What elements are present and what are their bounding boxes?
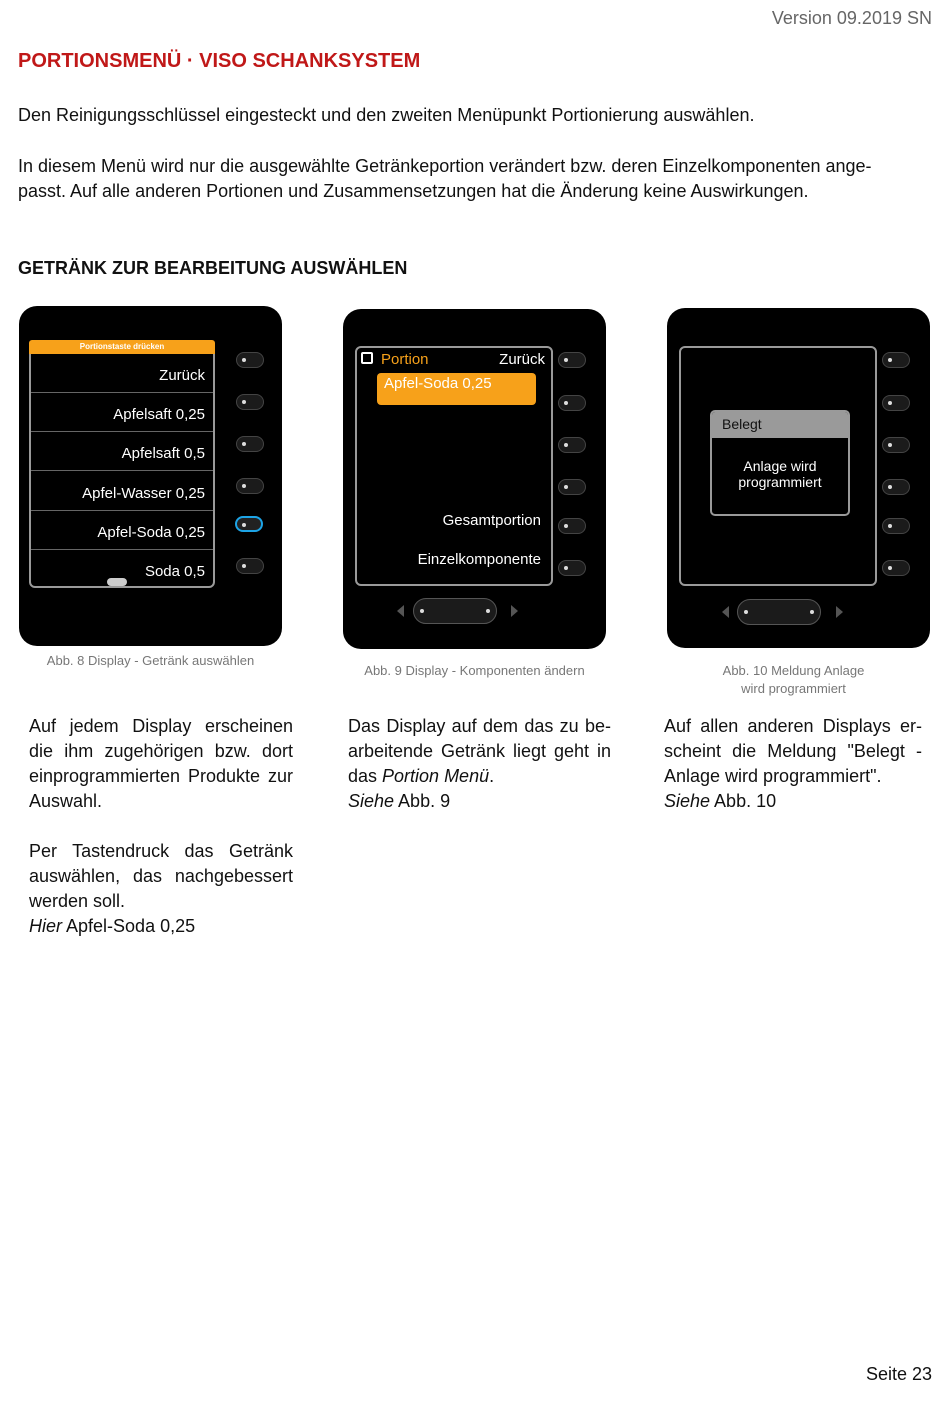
back-label[interactable]: Zurück	[499, 351, 545, 368]
side-button-6[interactable]	[558, 560, 586, 576]
side-button-1[interactable]	[882, 352, 910, 368]
section-heading: GETRÄNK ZUR BEARBEITUNG AUSWÄHLEN	[18, 258, 408, 278]
side-button-3[interactable]	[558, 437, 586, 453]
arrow-left-icon[interactable]	[397, 605, 404, 617]
column-1-paragraph-3: Hier Apfel-Soda 0,25	[29, 916, 196, 936]
column-2-paragraph-1: Das Display auf dem das zu be-arbeitende Getränk liegt geht in das Portion Menü.	[348, 716, 611, 786]
side-button-6[interactable]	[882, 560, 910, 576]
side-button-4[interactable]	[558, 479, 586, 495]
column-3-reference: Siehe Abb. 10	[664, 791, 777, 811]
portion-title: Portion	[381, 351, 429, 368]
portion-button-2[interactable]	[236, 394, 264, 410]
arrow-right-icon[interactable]	[836, 606, 843, 618]
display-2-device	[343, 309, 606, 649]
display-3-screen	[679, 346, 877, 586]
list-item-apfel-soda-025[interactable]: Apfel-Soda 0,25	[31, 511, 213, 550]
side-button-1[interactable]	[558, 352, 586, 368]
list-item-apfel-wasser-025[interactable]: Apfel-Wasser 0,25	[31, 472, 213, 511]
page-title: PORTIONSMENÜ · VISO SCHANKSYSTEM	[18, 50, 421, 72]
list-item-apfelsaft-025[interactable]: Apfelsaft 0,25	[31, 393, 213, 432]
selected-drink-highlight[interactable]	[377, 373, 536, 405]
dialog-message: Anlage wird programmiert	[738, 458, 822, 490]
column-3-paragraph-1: Auf allen anderen Displays er-scheint die Meldung "Belegt - Anlage wird programmiert".	[664, 716, 922, 786]
column-1-paragraph-1: Auf jedem Display erscheinen die ihm zugehörigen bzw. dort einprogrammierten Produkte zur Auswahl.	[29, 716, 293, 811]
list-item-zurueck[interactable]: Zurück	[31, 354, 213, 393]
arrow-right-icon[interactable]	[511, 605, 518, 617]
column-1-paragraph-2: Per Tastendruck das Getränk auswählen, das nachgebessert werden soll.	[29, 841, 293, 911]
caption-abb-8: Abb. 8 Display - Getränk auswählen	[46, 653, 255, 668]
caption-abb-10: Abb. 10 Meldung Anlage wird programmiert	[722, 663, 865, 696]
caption-abb-9: Abb. 9 Display - Komponenten ändern	[364, 663, 585, 678]
side-button-4[interactable]	[882, 479, 910, 495]
intro-paragraph-2	[18, 154, 933, 204]
portion-button-5-active[interactable]	[235, 516, 263, 532]
list-item-soda-05[interactable]: Soda 0,5	[144, 563, 205, 580]
dialog-header	[712, 412, 848, 438]
selected-drink-label: Apfel-Soda 0,25	[384, 375, 492, 392]
portion-button-3[interactable]	[236, 436, 264, 452]
intro-paragraph-2-line-2: passt. Auf alle anderen Portionen und Zusammensetzungen hat die Änderung keine Auswirkungen.	[18, 181, 809, 201]
nav-button[interactable]	[737, 599, 821, 625]
column-1	[29, 714, 293, 939]
intro-paragraph-1: Den Reinigungsschlüssel eingesteckt und den zweiten Menüpunkt Portionierung auswählen.	[18, 105, 755, 125]
side-button-5[interactable]	[882, 518, 910, 534]
nav-button[interactable]	[413, 598, 497, 624]
column-2	[348, 714, 611, 814]
column-3	[664, 714, 922, 814]
portion-icon	[361, 352, 373, 364]
display-1-header: Portionstaste drücken	[29, 340, 215, 354]
page-number: Seite 23	[865, 1364, 932, 1384]
portion-button-1[interactable]	[236, 352, 264, 368]
option-einzelkomponente[interactable]: Einzelkomponente	[417, 551, 541, 568]
side-button-5[interactable]	[558, 518, 586, 534]
scroll-indicator	[107, 578, 127, 586]
list-item-apfelsaft-05[interactable]: Apfelsaft 0,5	[31, 432, 213, 471]
option-gesamtportion[interactable]: Gesamtportion	[442, 512, 541, 529]
portion-button-6[interactable]	[236, 558, 264, 574]
column-2-reference: Siehe Abb. 9	[348, 791, 451, 811]
display-1-screen	[29, 340, 215, 588]
side-button-3[interactable]	[882, 437, 910, 453]
portion-button-4[interactable]	[236, 478, 264, 494]
belegt-dialog	[710, 410, 850, 516]
side-button-2[interactable]	[558, 395, 586, 411]
display-1-device	[19, 306, 282, 646]
intro-paragraph-2-line-1: In diesem Menü wird nur die ausgewählte Getränkeportion verändert bzw. deren Einzelkomponenten ange-	[18, 156, 872, 176]
arrow-left-icon[interactable]	[722, 606, 729, 618]
version-label: Version 09.2019 SN	[771, 8, 932, 28]
side-button-2[interactable]	[882, 395, 910, 411]
dialog-title: Belegt	[722, 416, 762, 432]
display-3-device	[667, 308, 930, 648]
display-2-screen	[355, 346, 553, 586]
